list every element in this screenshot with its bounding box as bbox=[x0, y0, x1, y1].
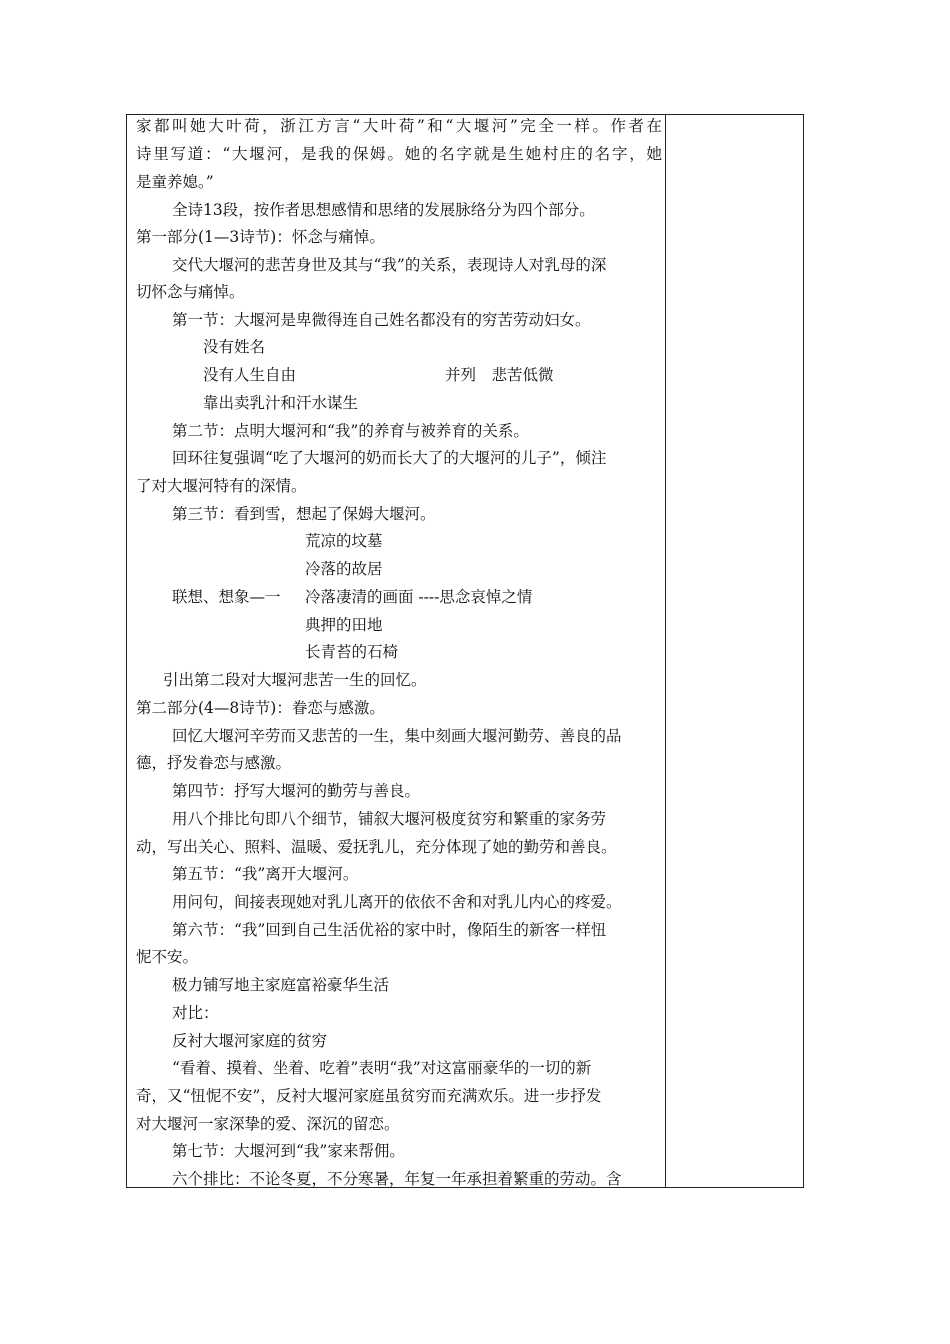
list-item: 没有姓名 bbox=[203, 338, 266, 356]
text-line: 奇，又“忸怩不安”，反衬大堰河家庭虽贫穷而充满欢乐。进一步抒发 bbox=[136, 1087, 602, 1105]
text-line: 第五节：“我”离开大堰河。 bbox=[172, 865, 359, 883]
text-line: 回环往复强调“吃了大堰河的奶而长大了的大堰河的儿子”，倾注 bbox=[172, 449, 607, 467]
text-line: 引出第二段对大堰河悲苦一生的回忆。 bbox=[163, 671, 427, 689]
text-line: 全诗13段，按作者思想感情和思绪的发展脉络分为四个部分。 bbox=[172, 201, 595, 219]
text-line: 用问句，间接表现她对乳儿离开的依依不舍和对乳儿内心的疼爱。 bbox=[172, 893, 622, 911]
text-line: 第六节：“我”回到自己生活优裕的家中时，像陌生的新客一样忸 bbox=[172, 921, 607, 939]
text-line: 第三节：看到雪，想起了保姆大堰河。 bbox=[172, 505, 436, 523]
text-line: 回忆大堰河辛劳而又悲苦的一生，集中刻画大堰河勤劳、善良的品 bbox=[172, 727, 622, 745]
section-heading: 第二部分(4—8诗节)：眷恋与感激。 bbox=[136, 699, 385, 717]
text-line: 动，写出关心、照料、温暖、爱抚乳儿，充分体现了她的勤劳和善良。 bbox=[136, 838, 617, 856]
list-annotation: 联想、想象—一 bbox=[172, 588, 281, 606]
list-annotation: 对比： bbox=[172, 1004, 219, 1022]
text-line: 了对大堰河特有的深情。 bbox=[136, 477, 307, 495]
section-heading: 第一部分(1—3诗节)：怀念与痛悼。 bbox=[136, 228, 385, 246]
list-item: 长青苔的石椅 bbox=[305, 643, 399, 661]
text-line: 家都叫她大叶荷，浙江方言“大叶荷”和“大堰河”完全一样。作者在 bbox=[136, 117, 662, 135]
list-item: 冷落的故居 bbox=[305, 560, 383, 578]
text-line: 第二节：点明大堰河和“我”的养育与被养育的关系。 bbox=[172, 422, 529, 440]
list-item: 靠出卖乳汁和汗水谋生 bbox=[203, 394, 359, 412]
text-line: 六个排比：不论冬夏，不分寒暑，年复一年承担着繁重的劳动。含 bbox=[172, 1170, 622, 1188]
list-item: 典押的田地 bbox=[305, 616, 383, 634]
list-item: 荒凉的坟墓 bbox=[305, 532, 383, 550]
text-line: 是童养媳。” bbox=[136, 173, 214, 191]
list-item: 极力铺写地主家庭富裕豪华生活 bbox=[172, 976, 390, 994]
text-line: 第四节：抒写大堰河的勤劳与善良。 bbox=[172, 782, 421, 800]
text-line: 用八个排比句即八个细节，铺叙大堰河极度贫穷和繁重的家务劳 bbox=[172, 810, 607, 828]
text-line: 第七节：大堰河到“我”家来帮佣。 bbox=[172, 1142, 405, 1160]
text-line: 第一节：大堰河是卑微得连自己姓名都没有的穷苦劳动妇女。 bbox=[172, 311, 591, 329]
list-item: 没有人生自由 bbox=[203, 366, 297, 384]
text-line: 怩不安。 bbox=[136, 948, 199, 966]
text-line: 德，抒发眷恋与感激。 bbox=[136, 754, 292, 772]
list-item: 冷落凄清的画面 ----思念哀悼之情 bbox=[305, 588, 533, 606]
text-line: “看着、摸着、坐着、吃着”表明“我”对这富丽豪华的一切的新 bbox=[172, 1059, 592, 1077]
column-divider bbox=[665, 115, 666, 1187]
text-line: 诗里写道：“大堰河，是我的保姆。她的名字就是生她村庄的名字，她 bbox=[136, 145, 662, 163]
text-line: 对大堰河一家深挚的爱、深沉的留恋。 bbox=[136, 1115, 400, 1133]
list-annotation: 并列 悲苦低微 bbox=[445, 366, 554, 384]
lesson-table bbox=[126, 114, 804, 1188]
text-line: 交代大堰河的悲苦身世及其与“我”的关系，表现诗人对乳母的深 bbox=[172, 256, 607, 274]
list-item: 反衬大堰河家庭的贫穷 bbox=[172, 1032, 328, 1050]
text-line: 切怀念与痛悼。 bbox=[136, 283, 245, 301]
